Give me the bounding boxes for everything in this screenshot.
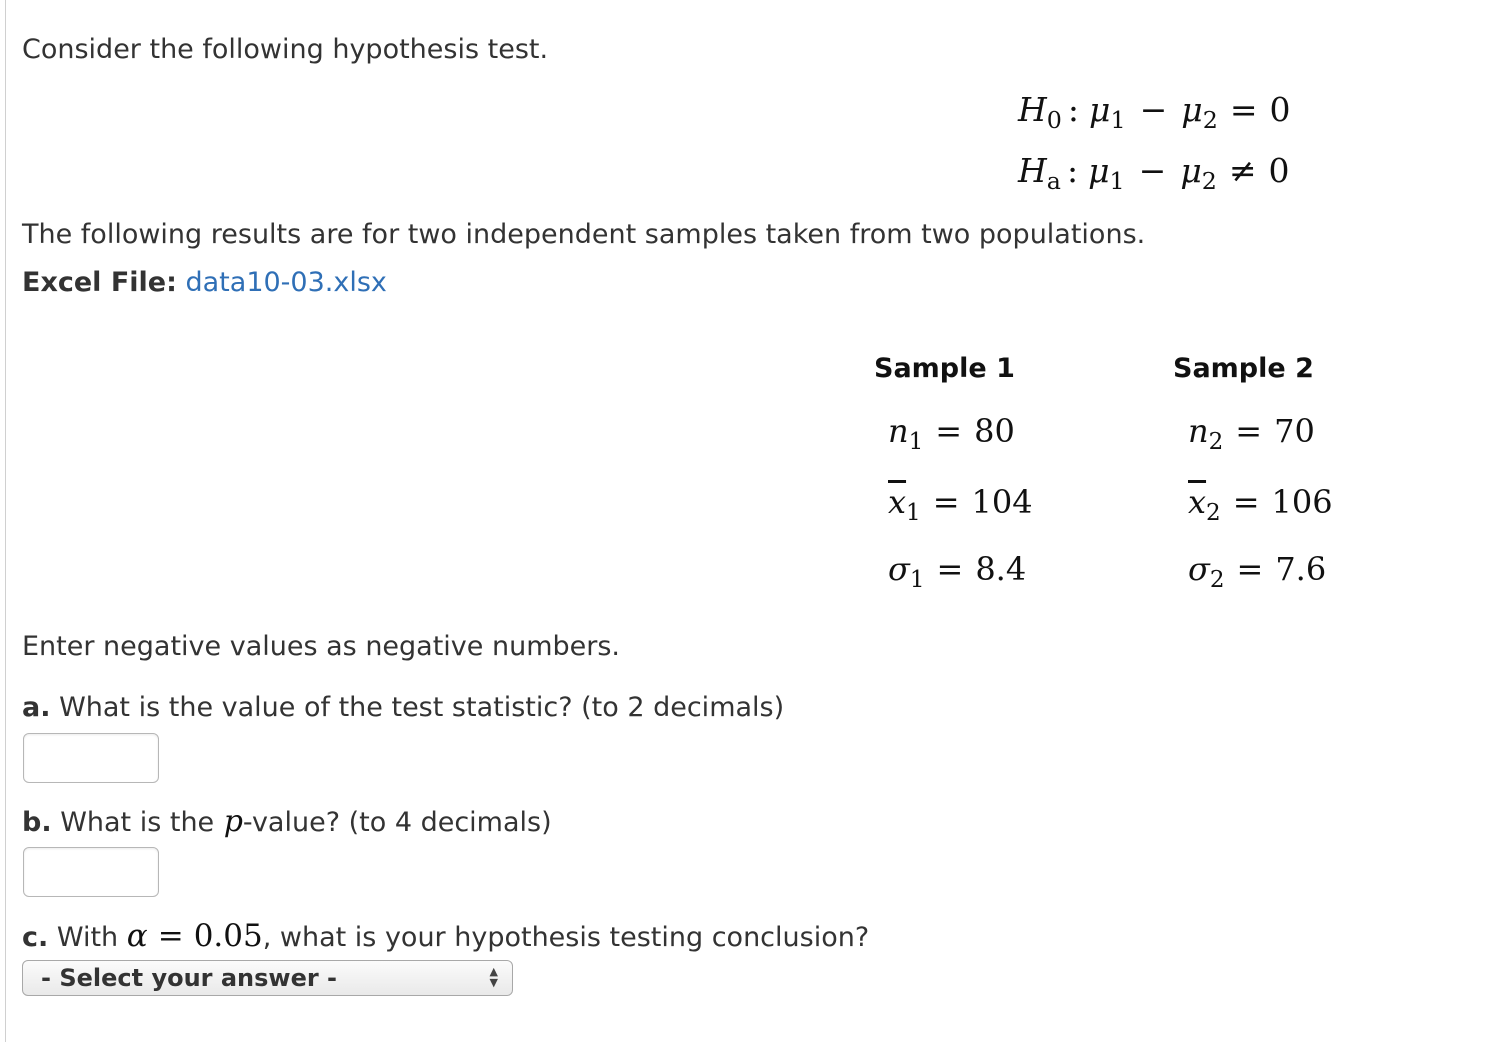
results-text: The following results are for two independent samples taken from two populations. <box>22 219 1146 250</box>
sample2-mean: $\overline{x}_2 = 106$ <box>1188 483 1333 526</box>
question-a-text: What is the value of the test statistic? (to 2 decimals) <box>59 692 785 723</box>
sample1-mean-value: 104 <box>971 483 1033 521</box>
sample2-n-value: 70 <box>1274 412 1315 450</box>
test-statistic-input[interactable] <box>23 733 159 783</box>
sample2-sigma: $\sigma_2 = 7.6$ <box>1188 550 1327 593</box>
excel-file-line <box>22 267 387 299</box>
question-c: c. With α = 0.05, what is your hypothesis testing conclusion? <box>22 918 870 954</box>
sample1-mean: $\overline{x}_1 = 104$ <box>888 483 1033 526</box>
question-a-letter: a. <box>22 692 51 723</box>
sample2-heading: Sample 2 <box>1173 353 1314 384</box>
sample2-n: $n_2 = 70$ <box>1188 412 1315 455</box>
alpha-value: 0.05 <box>193 918 263 954</box>
sample1-sigma: $\sigma_1 = 8.4$ <box>888 550 1027 593</box>
sample1-heading: Sample 1 <box>874 353 1015 384</box>
excel-label: Excel File: <box>22 267 177 298</box>
p-value-input[interactable] <box>23 847 159 897</box>
instruction-text: Enter negative values as negative numbers. <box>22 631 621 662</box>
question-c-text-before: With <box>56 922 119 953</box>
question-b-letter: b. <box>22 807 52 838</box>
excel-file-link[interactable]: data10-03.xlsx <box>185 267 387 298</box>
question-b-text-after: -value? (to 4 decimals) <box>242 807 552 838</box>
sample2-sigma-value: 7.6 <box>1275 550 1327 588</box>
intro-text: Consider the following hypothesis test. <box>22 34 549 65</box>
sample1-n-value: 80 <box>974 412 1015 450</box>
alternative-hypothesis: $H_a$ : $\mu_1 - \mu_2 \ne 0$ <box>1018 151 1290 196</box>
sample2-mean-value: 106 <box>1271 483 1333 521</box>
question-c-text-after: , what is your hypothesis testing conclusion? <box>262 922 870 953</box>
conclusion-select-value: - Select your answer - <box>41 964 338 992</box>
null-hypothesis: $H_0$ : $\mu_1 - \mu_2 = 0$ <box>1018 90 1291 135</box>
sample1-sigma-value: 8.4 <box>975 550 1027 588</box>
select-arrows-icon: ▲ ▼ <box>489 965 498 989</box>
question-c-letter: c. <box>22 922 49 953</box>
sample1-n: $n_1 = 80$ <box>888 412 1015 455</box>
frame-border <box>5 0 6 1042</box>
question-b-text-before: What is the <box>60 807 215 838</box>
conclusion-select[interactable] <box>22 960 513 996</box>
question-a <box>22 692 784 724</box>
question-b: b. What is the p-value? (to 4 decimals) <box>22 804 552 839</box>
